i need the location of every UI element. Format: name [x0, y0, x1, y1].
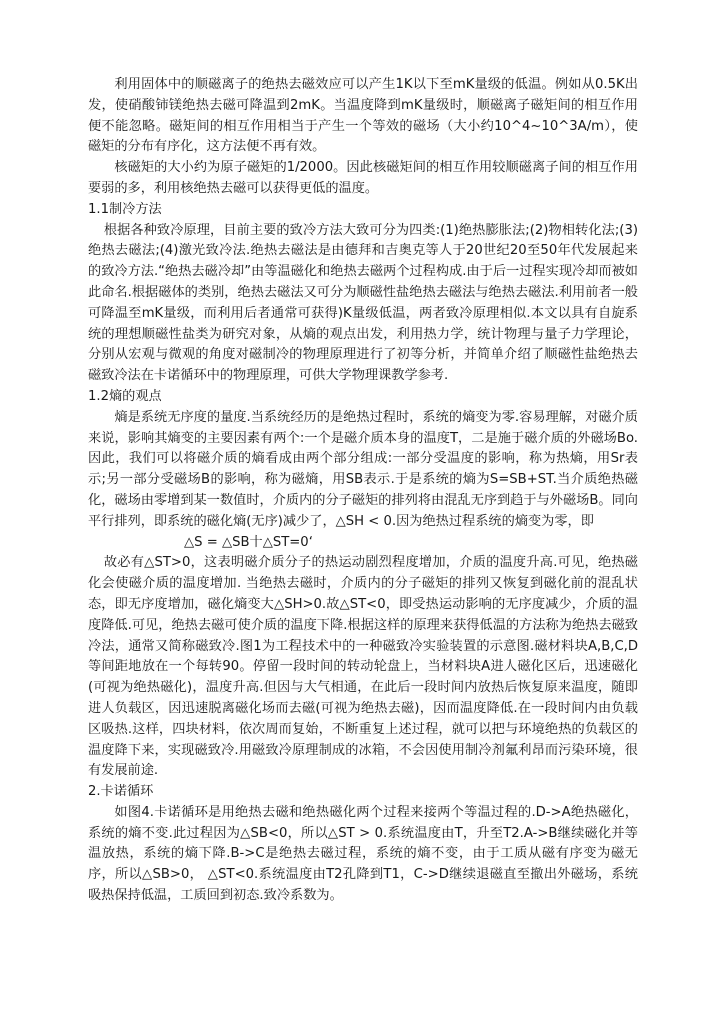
document-body [88, 75, 638, 907]
paragraph-carnot-cycle: 如图4.卡诺循环是用绝热去磁和绝热磁化两个过程来接两个等温过程的.D->A绝热磁化，系统的熵不变.此过程因为△SB<0，所以△ST > 0.系统温度由T，升至T2.A->B继续磁化并等温放热，系统的熵下降.B->C是绝热去磁过程，系统的熵不变，由于工质从磁有序变为磁无序，所以△SB>0， △ST<0.系统温度由T2孔降到T1，C->D继续退磁直至撤出外磁场，系统吸热保持低温，工质回到初态.致冷系数为。 [88, 804, 638, 904]
section-heading-refrigeration-methods: 1.1制冷方法 [88, 201, 162, 217]
paragraph-magnetic-cooling: 故必有△ST>0，这表明磁介质分子的热运动剧烈程度增加，介质的温度升高.可见，绝热磁化会使磁介质的温度增加. 当绝热去磁时，介质内的分子磁矩的排列又恢复到磁化前的混乱状态，即无序度增加，磁化熵变大△SH>0.故△ST<0，即受热运动影响的无序度减少，介质的温度降低.可见，绝热去磁可使介质的温度下降.根据这样的原理来获得低温的方法称为绝热去磁致冷法，通常又简称磁致冷.图1为工程技术中的一种磁致冷实验装置的示意图.磁材料块A,B,C,D等间距地放在一个每转90。停留一段时间的转动轮盘上，当材料块A进人磁化区后，迅速磁化(可视为绝热磁化)，温度升高.但因与大气相通，在此后一段时间内放热后恢复原来温度，随即进人负载区，因迅速脱离磁化场而去磁(可视为绝热去磁)，因而温度降低.在一段时间内由负载区吸热.这样，四块材料，依次周而复始，不断重复上述过程，就可以把与环境绝热的负载区的温度降下来，实现磁致冷.用磁致冷原理制成的冰箱，不会因使用制冷剂氟利昂而污染环境，很有发展前途. [88, 555, 638, 779]
section-heading-entropy: 1.2熵的观点 [88, 388, 162, 404]
section-heading-carnot-cycle: 2.卡诺循环 [88, 784, 154, 800]
paragraph-entropy: 熵是系统无序度的量度.当系统经历的是绝热过程时，系统的熵变为零.容易理解，对磁介质来说，影响其熵变的主要因素有两个:一个是磁介质本身的温度T，二是施于磁介质的外磁场Bo.因此，我们可以将磁介质的熵看成由两个部分组成:一部分受温度的影响，称为热熵，用Sr表示;另一部分受磁场B的影响，称为磁熵，用SB表示.于是系统的熵为S=SB+ST.当介质绝热磁化，磁场由零增到某一数值时，介质内的分子磁矩的排列将由混乱无序到趋于与外磁场B。同向平行排列，即系统的磁化熵(无序)减少了，△SH < 0.因为绝热过程系统的熵变为零，即 [88, 409, 638, 529]
paragraph-refrigeration-methods: 根据各种致冷原理，目前主要的致冷方法大致可分为四类:(1)绝热膨胀法;(2)物相转化法;(3)绝热去磁法;(4)激光致冷法.绝热去磁法是由德拜和吉奥克等人于20世纪20至50年代发展起来的致冷方法.“绝热去磁冷却”由等温磁化和绝热去磁两个过程构成.由于后一过程实现冷却而被如此命名.根据磁体的类别，绝热去磁法又可分为顺磁性盐绝热去磁法与绝热去磁法.利用前者一般可降温至mK量级，而利用后者通常可获得)K量级低温，两者致冷原理相似.本文以具有自旋系统的理想顺磁性盐类为研究对象，从熵的观点出发，利用热力学，统计物理与量子力学理论，分别从宏观与微观的角度对磁制冷的物理原理进行了初等分析，并简单介绍了顺磁性盐绝热去磁致冷法在卡诺循环中的物理原理，可供大学物理课教学参考. [88, 222, 638, 384]
entropy-formula: △S = △SB十△ST=0‘ [184, 534, 313, 550]
paragraph-paramagnetic-demagnetization: 利用固体中的顺磁离子的绝热去磁效应可以产生1K以下至mK量级的低温。例如从0.5K出发，使硝酸铈镁绝热去磁可降温到2mK。当温度降到mK量级时，顺磁离子磁矩间的相互作用便不能忽略。磁矩间的相互作用相当于产生一个等效的磁场（大小约10^4~10^3A/m），使磁矩的分布有序化，这方法便不再有效。 [88, 77, 638, 155]
paragraph-nuclear-moment: 核磁矩的大小约为原子磁矩的1/2000。因此核磁矩间的相互作用较顺磁离子间的相互作用要弱的多，利用核绝热去磁可以获得更低的温度。 [88, 160, 638, 196]
